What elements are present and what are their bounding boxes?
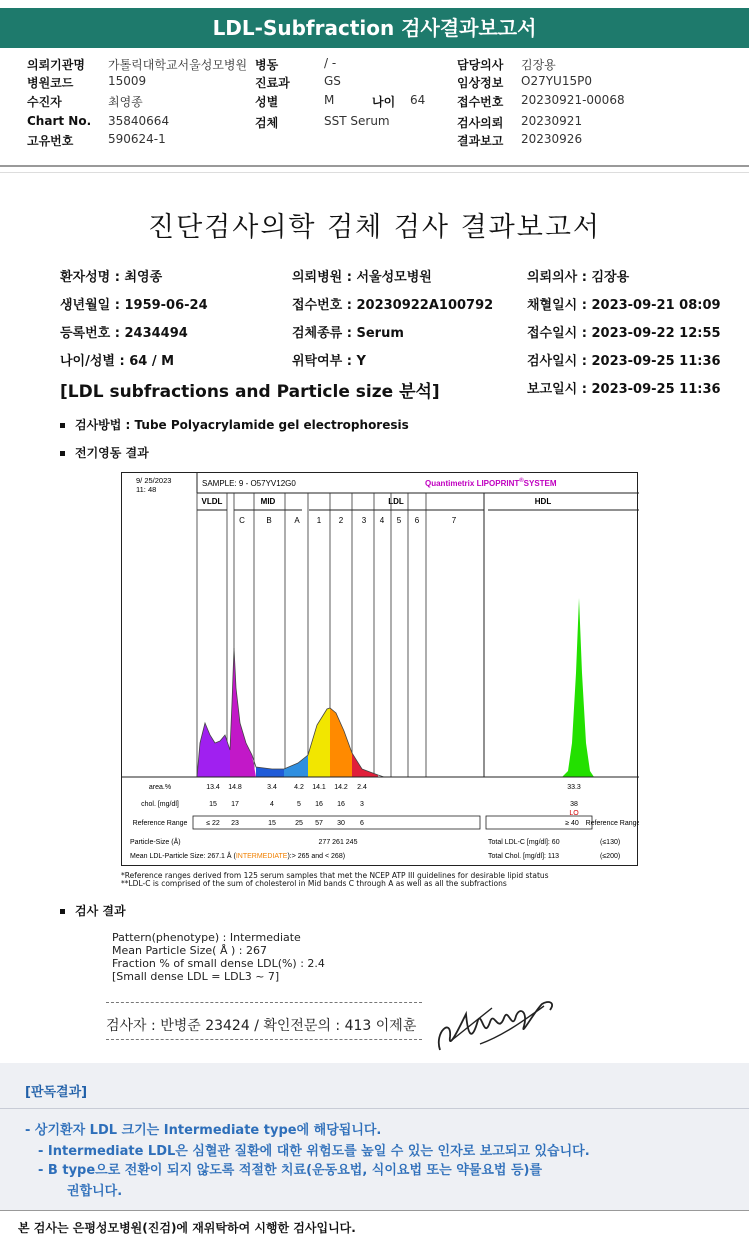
header-value: / - — [324, 56, 337, 70]
header-label: 임상정보 — [457, 76, 504, 90]
table-cell: Reference Range — [585, 820, 639, 827]
header-value: M — [324, 93, 335, 107]
header-value: 15009 — [108, 74, 147, 88]
table-cell: 5 — [297, 801, 301, 808]
header-value: 20230921-00068 — [521, 93, 625, 107]
chart-sample: SAMPLE: 9 - O57YV12G0 — [202, 479, 296, 488]
table-cell: 33.3 — [567, 784, 581, 791]
table-cell: 16 — [315, 801, 323, 808]
table-cell: 14.8 — [228, 784, 242, 791]
info-receipt-time: 접수일시 : 2023-09-22 12:55 — [527, 326, 721, 341]
band-label: 5 — [396, 516, 402, 525]
header-value: 20230926 — [521, 132, 583, 146]
chart-date: 9/ 25/2023 — [136, 476, 172, 485]
table-cell: 13.4 — [206, 784, 220, 791]
electrophoresis-plot — [122, 473, 639, 867]
band-label: 6 — [414, 516, 420, 525]
group-ldl: LDL — [388, 497, 404, 506]
table-cell: 4 — [270, 801, 274, 808]
electrophoresis-label: 전기영동 결과 — [60, 444, 149, 461]
fraction-peak-5 — [330, 708, 352, 777]
table-cell: 3.4 — [267, 784, 277, 791]
header-value: 김장용 — [521, 58, 556, 72]
table-cell: ≥ 40 — [565, 820, 579, 827]
table-cell: 2.4 — [357, 784, 367, 791]
interpretation-line-4: 권합니다. — [67, 1184, 123, 1199]
header-label: 나이 — [372, 95, 396, 109]
header-value: 590624-1 — [108, 132, 166, 146]
table-cell: Total LDL-C [mg/dl]: 60 — [488, 839, 560, 846]
table-cell: 57 — [315, 820, 323, 827]
info-hospital: 의뢰병원 : 서울성모병원 — [292, 270, 432, 285]
table-cell: ≤ 22 — [206, 820, 220, 827]
fraction-peak-7 — [562, 598, 594, 777]
table-cell: 14.2 — [334, 784, 348, 791]
header-label: 검체 — [255, 116, 279, 130]
info-doctor: 의뢰의사 : 김장용 — [527, 270, 630, 285]
table-cell: 277 261 245 — [318, 839, 358, 846]
fraction-peak-1 — [230, 648, 256, 777]
header-label: 진료과 — [255, 76, 290, 90]
table-cell: chol. [mg/dl] — [141, 801, 179, 808]
chart-note-2: **LDL-C is comprised of the sum of cholesterol in Mid bands C through A as well as all the subfractions — [121, 879, 507, 888]
header-label: Chart No. — [27, 114, 92, 128]
interpretation-line-2: - Intermediate LDL은 심혈관 질환에 대한 위험도를 높일 수 있는 인자로 보고되고 있습니다. — [38, 1144, 590, 1159]
table-cell: 25 — [295, 820, 303, 827]
header-value: SST Serum — [324, 114, 390, 128]
divider — [106, 1039, 422, 1040]
header-value: O27YU15P0 — [521, 74, 592, 88]
table-cell: 14.1 — [312, 784, 326, 791]
table-cell: 30 — [337, 820, 345, 827]
header-label: 담당의사 — [457, 58, 504, 72]
info-birthdate: 생년월일 : 1959-06-24 — [60, 298, 208, 313]
header-value: 64 — [410, 93, 426, 107]
band-label: 4 — [379, 516, 385, 525]
table-cell: 6 — [360, 820, 364, 827]
result-label: 검사 결과 — [60, 902, 126, 919]
info-collect-time: 채혈일시 : 2023-09-21 08:09 — [527, 298, 721, 313]
header-value: 20230921 — [521, 114, 583, 128]
table-cell: 16 — [337, 801, 345, 808]
info-reg-no: 등록번호 : 2434494 — [60, 326, 188, 341]
info-receipt-no: 접수번호 : 20230922A100792 — [292, 298, 494, 313]
table-cell: LO — [569, 810, 579, 817]
bullet-icon — [60, 423, 65, 428]
divider — [0, 1108, 749, 1109]
section-heading: [LDL subfractions and Particle size 분석] — [60, 382, 440, 402]
group-vldl: VLDL — [201, 497, 223, 506]
header-label: 수진자 — [27, 95, 62, 109]
report-title-bar: LDL-Subfraction 검사결과보고서 — [0, 8, 749, 48]
header-label: 의뢰기관명 — [27, 58, 85, 72]
result-line-1: Pattern(phenotype) : Intermediate — [112, 931, 301, 944]
header-label: 병원코드 — [27, 76, 74, 90]
table-cell: area.% — [148, 784, 172, 791]
table-cell: 17 — [231, 801, 239, 808]
table-cell: 3 — [360, 801, 364, 808]
table-cell: 4.2 — [294, 784, 304, 791]
info-report-time: 보고일시 : 2023-09-25 11:36 — [527, 382, 721, 397]
table-cell: 15 — [209, 801, 217, 808]
header-label: 병동 — [255, 58, 279, 72]
method-line: 검사방법 : Tube Polyacrylamide gel electrophoresis — [60, 416, 409, 433]
interpretation-line-1: - 상기환자 LDL 크기는 Intermediate type에 해당됩니다. — [25, 1123, 382, 1138]
table-cell: 23 — [231, 820, 239, 827]
header-label: 성별 — [255, 95, 279, 109]
divider — [0, 165, 749, 167]
header-value: 최영종 — [108, 95, 143, 109]
header-label: 검사의뢰 — [457, 116, 504, 130]
band-label: C — [239, 516, 245, 525]
table-cell: Particle-Size (Å) — [130, 839, 181, 846]
interpretation-title: [판독결과] — [25, 1085, 88, 1100]
band-label: 7 — [451, 516, 457, 525]
divider — [106, 1002, 422, 1003]
chart-brand: Quantimetrix LIPOPRINT®SYSTEM — [425, 478, 557, 488]
header-value: 35840664 — [108, 114, 170, 128]
band-label: B — [266, 516, 272, 525]
result-line-4: [Small dense LDL = LDL3 ~ 7] — [112, 970, 280, 983]
group-hdl: HDL — [534, 497, 552, 506]
bullet-icon — [60, 909, 65, 914]
bullet-icon — [60, 451, 65, 456]
table-cell: 38 — [570, 801, 578, 808]
band-label: 3 — [361, 516, 367, 525]
chart-note-1: *Reference ranges derived from 125 serum samples that met the NCEP ATP III guidelines for desirable lipid status — [121, 871, 549, 880]
footer-note: 본 검사는 은평성모병원(진검)에 재위탁하여 시행한 검사입니다. — [18, 1221, 356, 1235]
info-test-time: 검사일시 : 2023-09-25 11:36 — [527, 354, 721, 369]
info-specimen: 검체종류 : Serum — [292, 326, 404, 341]
result-line-2: Mean Particle Size( Å ) : 267 — [112, 944, 267, 957]
signature-icon — [432, 992, 562, 1060]
header-label: 접수번호 — [457, 95, 504, 109]
interpretation-line-3: - B type으로 전환이 되지 않도록 적절한 치료(운동요법, 식이요법 또는 약물요법 등)를 — [38, 1163, 543, 1178]
info-patient-name: 환자성명 : 최영종 — [60, 270, 163, 285]
band-label: 1 — [316, 516, 322, 525]
chart-time: 11: 48 — [136, 485, 157, 494]
fraction-peak-0 — [197, 723, 230, 777]
fraction-peak-4 — [308, 708, 330, 777]
table-cell: (≤130) — [600, 839, 621, 846]
table-cell: (≤200) — [600, 853, 621, 860]
table-cell: 15 — [268, 820, 276, 827]
tester-line: 검사자 : 반병준 23424 / 확인전문의 : 413 이제훈 — [106, 1018, 417, 1034]
band-label: 2 — [338, 516, 344, 525]
header-label: 고유번호 — [27, 134, 74, 148]
header-value: GS — [324, 74, 341, 88]
header-label: 결과보고 — [457, 134, 504, 148]
table-cell: Total Chol. [mg/dl]: 113 — [488, 853, 560, 860]
info-outsourced: 위탁여부 : Y — [292, 354, 366, 369]
header-value: 가톨릭대학교서울성모병원 — [108, 58, 248, 72]
table-cell: Reference Range — [132, 820, 188, 827]
report-main-title: 진단검사의학 검체 검사 결과보고서 — [148, 212, 601, 243]
divider — [0, 1210, 749, 1211]
mean-particle-size: Mean LDL-Particle Size: 267.1 Å (INTERMEDIATE):> 265 and < 268) — [130, 853, 346, 860]
band-label: A — [294, 516, 300, 525]
result-line-3: Fraction % of small dense LDL(%) : 2.4 — [112, 957, 325, 970]
group-mid: MID — [260, 497, 276, 506]
info-age-sex: 나이/성별 : 64 / M — [60, 354, 175, 369]
lipoprint-chart — [121, 472, 638, 866]
